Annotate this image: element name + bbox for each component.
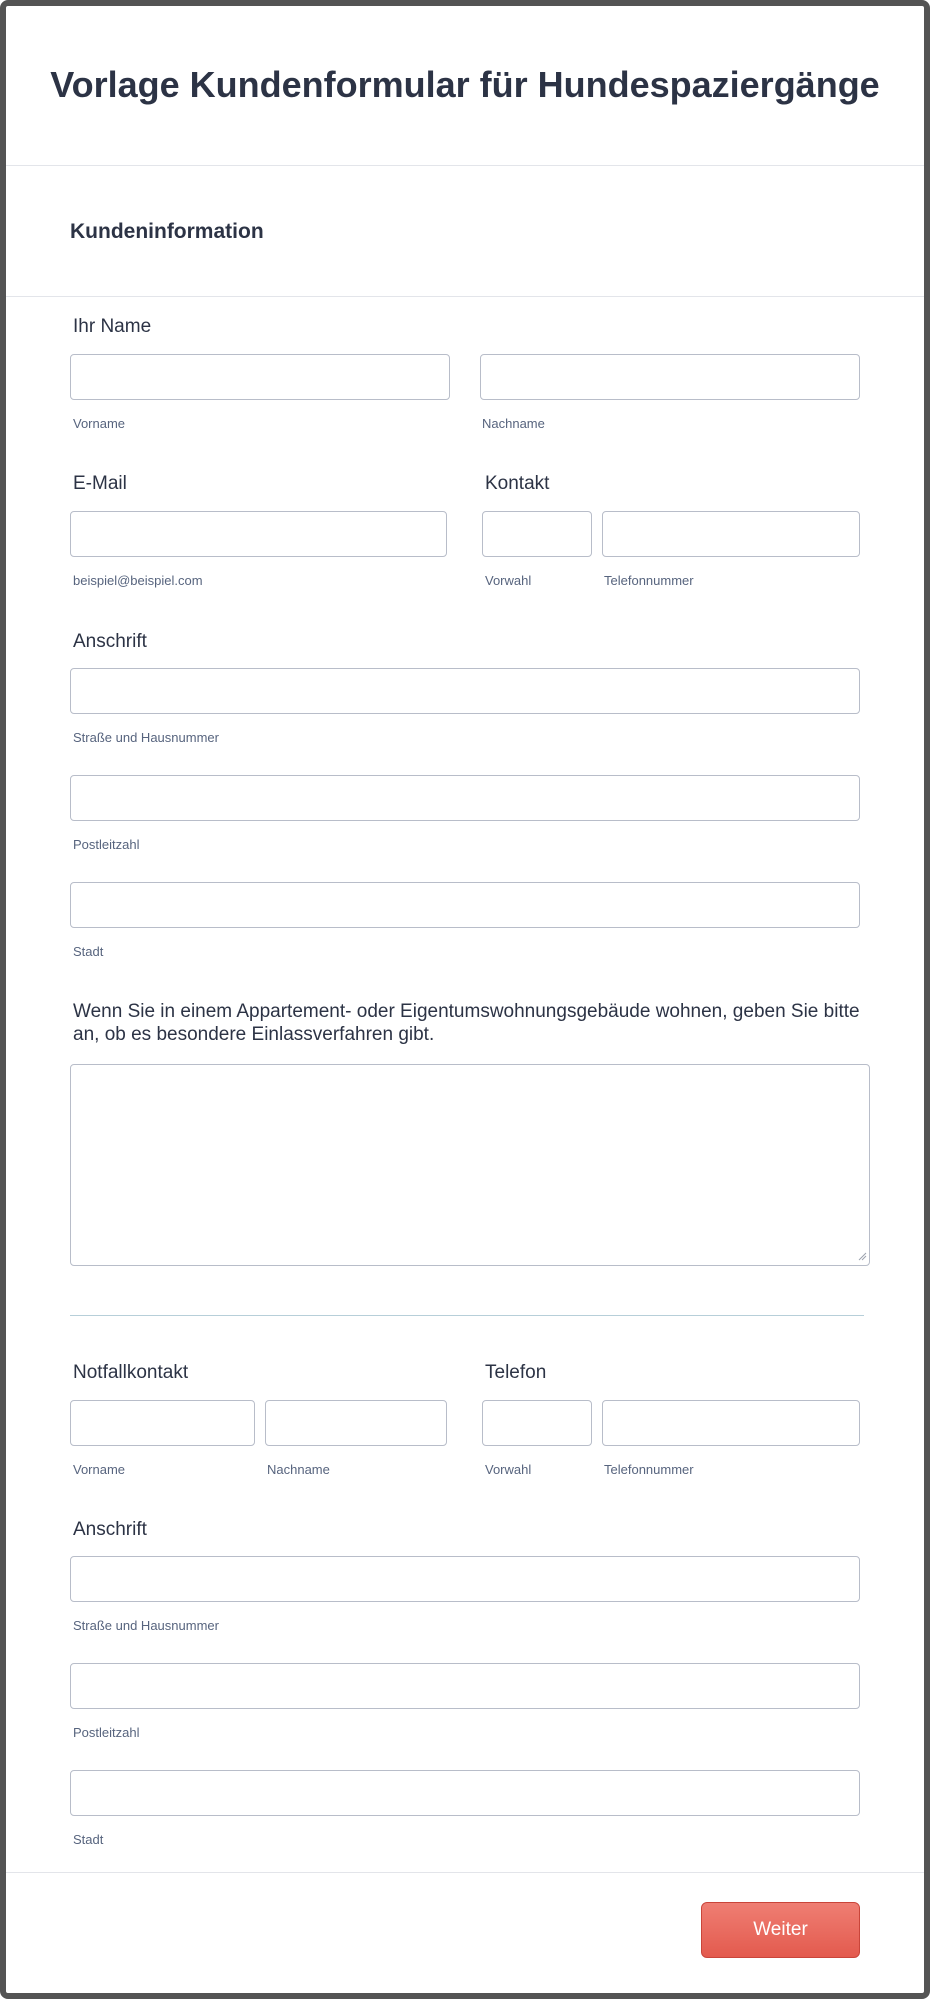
contact-phone-sublabel: Telefonnummer (604, 573, 694, 588)
section-header (6, 166, 924, 297)
section-divider (70, 1315, 864, 1316)
emergency-street-input[interactable] (70, 1556, 860, 1602)
name-label: Ihr Name (73, 316, 152, 337)
contact-label: Kontakt (485, 473, 550, 494)
street-sublabel: Straße und Hausnummer (73, 730, 219, 745)
contact-phone-input[interactable] (602, 511, 860, 557)
email-label: E-Mail (73, 473, 127, 494)
emergency-phone-sublabel: Telefonnummer (604, 1462, 694, 1477)
city-input[interactable] (70, 882, 860, 928)
last-name-input[interactable] (480, 354, 860, 400)
entry-procedure-label: Wenn Sie in einem Appartement- oder Eigentumswohnungsgebäude wohnen, geben Sie bitte an, ob es besondere Einlassverfahren gibt. (73, 1001, 860, 1045)
address-label: Anschrift (73, 631, 147, 652)
emergency-address-label: Anschrift (73, 1519, 147, 1540)
emergency-first-name-sublabel: Vorname (73, 1462, 126, 1477)
section-title: Kundeninformation (70, 220, 264, 243)
form-title: Vorlage Kundenformular für Hundespaziergänge (50, 64, 880, 105)
contact-area-code-input[interactable] (482, 511, 592, 557)
form-header (6, 6, 924, 166)
entry-procedure-textarea[interactable] (70, 1064, 870, 1266)
street-input[interactable] (70, 668, 860, 714)
last-name-sublabel: Nachname (482, 416, 545, 431)
zip-input[interactable] (70, 775, 860, 821)
emergency-phone-input[interactable] (602, 1400, 860, 1446)
emergency-first-name-input[interactable] (70, 1400, 255, 1446)
zip-sublabel: Postleitzahl (73, 837, 140, 852)
email-input[interactable] (70, 511, 447, 557)
emergency-area-code-sublabel: Vorwahl (485, 1462, 532, 1477)
emergency-zip-sublabel: Postleitzahl (73, 1725, 140, 1740)
contact-area-code-sublabel: Vorwahl (485, 573, 532, 588)
footer-divider (6, 1872, 924, 1873)
email-sublabel: beispiel@beispiel.com (73, 573, 203, 588)
emergency-city-input[interactable] (70, 1770, 860, 1816)
first-name-sublabel: Vorname (73, 416, 126, 431)
city-sublabel: Stadt (73, 944, 104, 959)
emergency-last-name-input[interactable] (265, 1400, 447, 1446)
emergency-contact-label: Notfallkontakt (73, 1362, 189, 1383)
emergency-area-code-input[interactable] (482, 1400, 592, 1446)
emergency-phone-label: Telefon (485, 1362, 547, 1383)
emergency-city-sublabel: Stadt (73, 1832, 104, 1847)
emergency-last-name-sublabel: Nachname (267, 1462, 330, 1477)
next-button[interactable]: Weiter (701, 1902, 860, 1958)
first-name-input[interactable] (70, 354, 450, 400)
emergency-street-sublabel: Straße und Hausnummer (73, 1618, 219, 1633)
emergency-zip-input[interactable] (70, 1663, 860, 1709)
resize-grip-icon[interactable] (857, 1251, 867, 1261)
